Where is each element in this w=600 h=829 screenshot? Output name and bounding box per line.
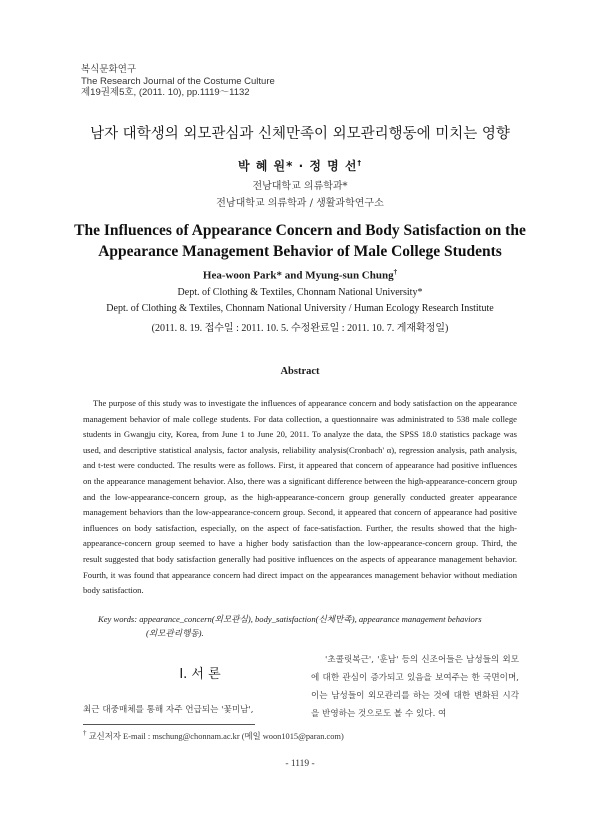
- footnote-text: 교신저자 E-mail : mschung@chonnam.ac.kr (메일 woon1015@paran.com): [88, 731, 344, 741]
- title-english: [0, 220, 600, 262]
- intro-text-right-column: '초콜릿복근', '훈남' 등의 신조어들은 남성들의 외모에 대한 관심이 증가되고 있음을 보여주는 한 국면이며, 이는 남성들이 외모관리를 하는 것에 대한 변화된 시각을 반영하는 것으로도 볼 수 있다. 여: [311, 655, 519, 719]
- title-english-line-1: The Influences of Appearance Concern and Body Satisfaction on the: [74, 222, 526, 239]
- title-english-line-2: Appearance Management Behavior of Male College Students: [98, 243, 502, 260]
- corresponding-author-mark: †: [357, 159, 362, 167]
- keywords: [98, 612, 518, 640]
- abstract-body: The purpose of this study was to investigate the influences of appearance concern and body satisfaction on the appearance management behavior of male college students. For data collection, a questionnaire was administrated to 538 male college students in Gwangju city, Korea, from June 1 to June 20, 2011. To analyze the data, the SPSS 18.0 statistics package was used, and descriptive statistical analysis, factor analysis, reliability analysis(Cronbach' α), regression analysis, path analysis, and t-test were conducted. The results were as follows. First, it appeared that concern of appearance had positive influences on the appearance management behavior. Also, there was a significant difference between the high-appearance-concern group and the low-appearance-concern group, as the high-appearance-concern group generally conducted greater appearance management behaviors than the low-appearance-concern group. Second, it appeared that concern of appearance had positive influences on body satisfaction, especially, on the aspect of face-satisfaction. Further, the results showed that the high-appearance-concern group seemed to have a higher body satisfaction than the low-appearance-concern group. Third, the result suggested that body satisfaction generally had positive influences on the aspects of appearance management behavior. Fourth, it was found that appearance concern had direct impact on the appearances management behavior without mediation body satisfaction.: [83, 398, 517, 596]
- keywords-label: Key words:: [98, 614, 138, 624]
- footnote-mark: †: [83, 729, 87, 737]
- journal-issue: 제19권제5호, (2011. 10), pp.1119～1132: [81, 87, 250, 98]
- affiliation-english-2: Dept. of Clothing & Textiles, Chonnam National University / Human Ecology Research Institute: [106, 303, 494, 314]
- footnote-corresponding-author: [83, 729, 344, 742]
- affiliation-korean-2: 전남대학교 의류학과 / 생활과학연구소: [216, 198, 384, 209]
- authors-korean-names: 박 혜 원* · 정 명 선: [238, 159, 358, 173]
- affiliation-english-1: Dept. of Clothing & Textiles, Chonnam National University*: [177, 287, 423, 298]
- affiliation-korean-1: 전남대학교 의류학과*: [252, 181, 348, 192]
- journal-header: [81, 64, 275, 99]
- authors-english-names: Hea-woon Park* and Myung-sun Chung: [202, 269, 394, 282]
- keywords-list-continued: (외모관리행동).: [146, 628, 204, 638]
- abstract-heading: Abstract: [280, 366, 320, 377]
- authors-english: [0, 268, 600, 282]
- page-number: - 1119 -: [285, 759, 315, 769]
- authors-korean: [0, 157, 600, 174]
- submission-dates: (2011. 8. 19. 접수일 : 2011. 10. 5. 수정완료일 : 2011. 10. 7. 게재확정일): [151, 323, 449, 334]
- journal-name-korean: 복식문화연구: [81, 64, 137, 75]
- title-korean: 남자 대학생의 외모관심과 신체만족이 외모관리행동에 미치는 영향: [90, 126, 510, 142]
- corresponding-author-mark-english: †: [393, 268, 398, 276]
- intro-text-left-column: 최근 대중매체를 통해 자주 언급되는 '꽃미남',: [83, 705, 254, 715]
- footnote-divider: [83, 724, 255, 725]
- journal-name-english: The Research Journal of the Costume Culture: [81, 75, 275, 87]
- section-heading-introduction: Ⅰ. 서 론: [179, 667, 221, 682]
- keywords-list: appearance_concern(외모관심), body_satisfaction(신체만족), appearance management behaviors: [139, 614, 482, 624]
